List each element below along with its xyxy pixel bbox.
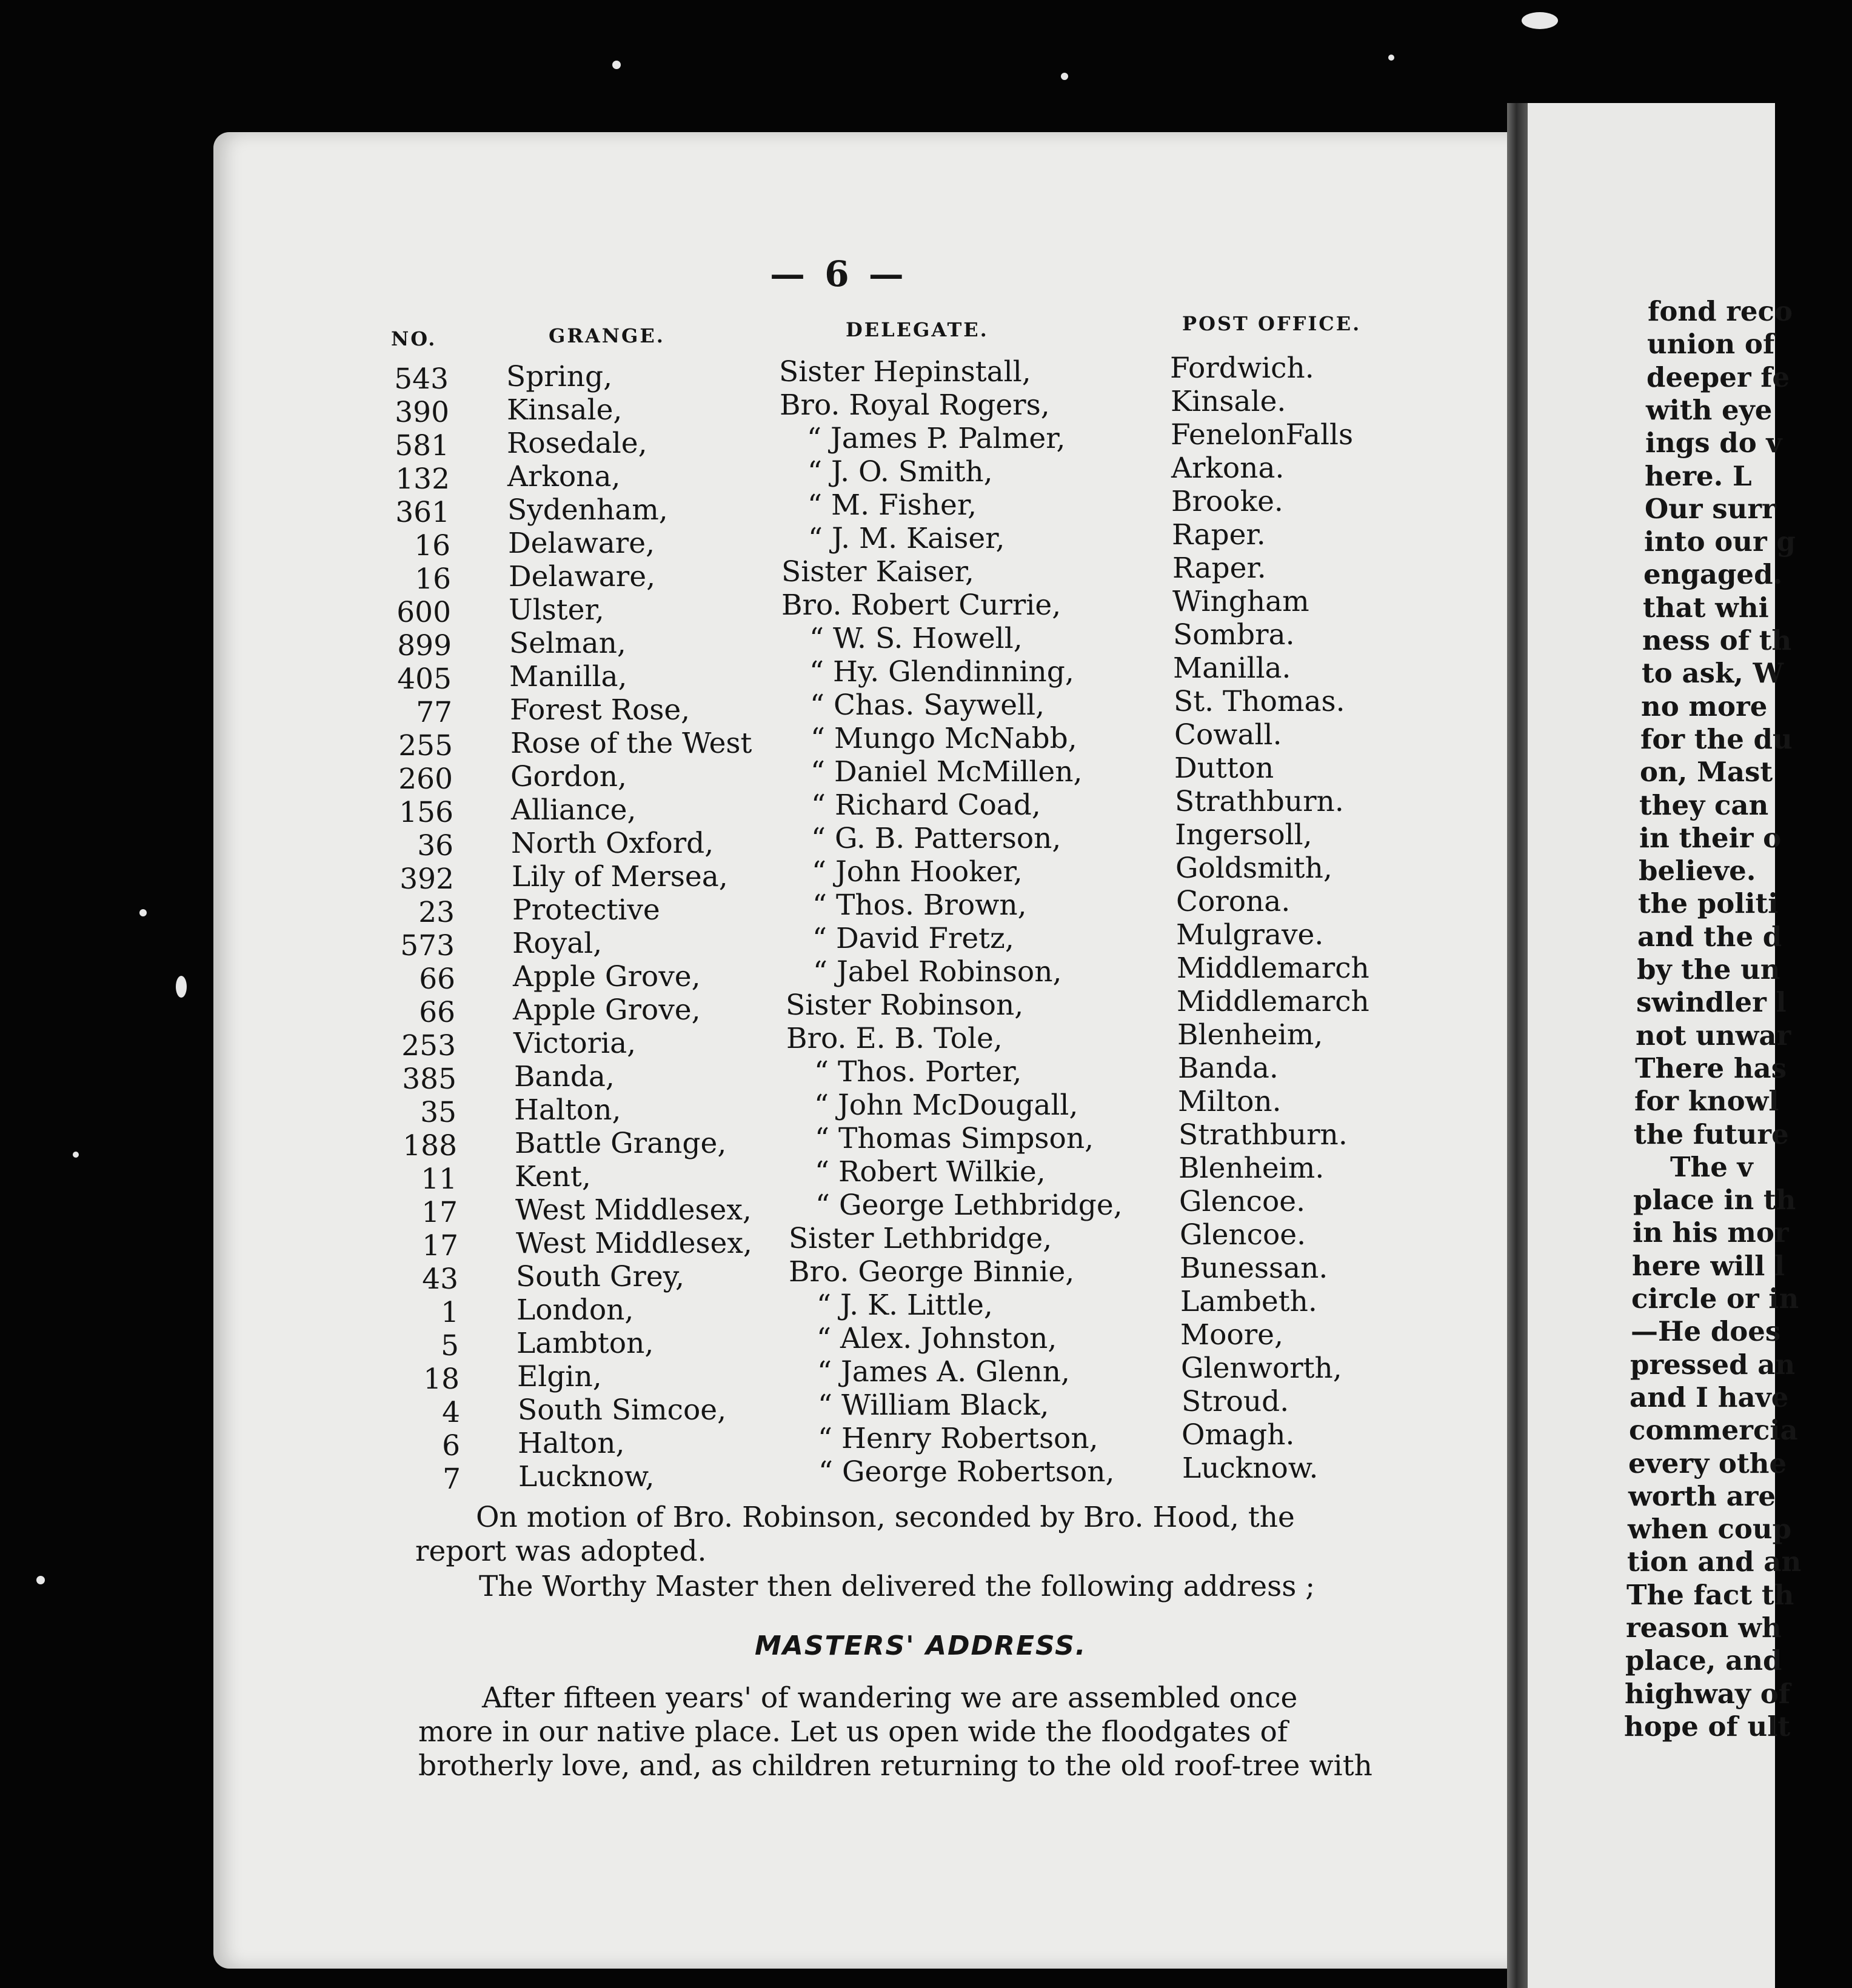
cell-no: 11	[421, 1162, 457, 1196]
right-page-line: worth are	[1628, 1479, 1776, 1512]
right-page-line: engaged.	[1643, 558, 1783, 591]
cell-no: 405	[397, 662, 452, 696]
cell-no: 4	[442, 1396, 460, 1429]
right-page-line: for the du	[1640, 722, 1793, 755]
right-page-line: with eye	[1646, 393, 1773, 426]
cell-grange: Victoria,	[513, 1027, 637, 1060]
dust-speck	[1061, 73, 1068, 80]
right-page-line: reason wh	[1626, 1612, 1782, 1644]
right-page-line: the future	[1634, 1118, 1789, 1150]
cell-no: 77	[416, 696, 452, 729]
right-page-line: The fact th	[1626, 1578, 1794, 1611]
cell-post-office: Strathburn.	[1175, 785, 1344, 818]
cell-no: 132	[395, 462, 450, 496]
right-page-line: they can	[1639, 789, 1769, 821]
cell-post-office: Kinsale.	[1171, 385, 1286, 418]
right-page-line: place, and	[1625, 1644, 1782, 1677]
cell-delegate: “ James A. Glenn,	[817, 1355, 1070, 1389]
cell-post-office: FenelonFalls	[1171, 418, 1354, 452]
cell-grange: Arkona,	[507, 460, 621, 493]
table-row	[0, 1385, 1775, 1429]
cell-post-office: Milton.	[1178, 1085, 1282, 1118]
cell-no: 188	[403, 1129, 457, 1162]
right-page-line: highway of	[1625, 1677, 1791, 1710]
cell-delegate: “ John McDougall,	[814, 1089, 1078, 1122]
table-row	[0, 1218, 1775, 1263]
table-row	[0, 785, 1775, 829]
right-page-line: when coup	[1628, 1513, 1792, 1546]
right-page-line: for knowl	[1634, 1085, 1779, 1118]
table-row	[0, 1318, 1775, 1363]
cell-post-office: Omagh.	[1182, 1418, 1295, 1452]
cell-delegate: Bro. Robert Currie,	[781, 589, 1061, 622]
table-row	[0, 385, 1775, 429]
right-page-line: circle or in	[1631, 1283, 1799, 1315]
cell-grange: Alliance,	[511, 793, 637, 827]
cell-grange: Kent,	[515, 1160, 591, 1193]
table-row	[0, 718, 1775, 762]
cell-delegate: “ Robert Wilkie,	[815, 1155, 1046, 1189]
cell-no: 361	[395, 496, 450, 529]
right-page-line: hope of ult	[1624, 1710, 1791, 1743]
cell-post-office: Raper.	[1172, 518, 1266, 552]
right-page-line: every othe	[1628, 1447, 1787, 1479]
cell-delegate: “ Alex. Johnston,	[817, 1322, 1057, 1355]
cell-no: 390	[395, 396, 449, 429]
cell-post-office: Glencoe.	[1180, 1218, 1306, 1252]
cell-no: 66	[419, 996, 455, 1029]
cell-delegate: “ Richard Coad,	[811, 789, 1041, 822]
cell-delegate: Sister Hepinstall,	[779, 355, 1031, 389]
right-page-line: in their o	[1639, 821, 1782, 854]
masters-address-heading: MASTERS' ADDRESS.	[755, 1630, 1087, 1661]
right-page-line: commercia	[1629, 1414, 1798, 1447]
table-row	[0, 652, 1775, 696]
right-page-line: into our g	[1644, 525, 1796, 558]
right-page-line: no more	[1641, 690, 1768, 722]
cell-delegate: “ David Fretz,	[812, 922, 1014, 955]
cell-grange: Apple Grove,	[513, 993, 701, 1027]
cell-post-office: Middlemarch	[1177, 952, 1369, 985]
cell-delegate: “ James P. Palmer,	[807, 422, 1066, 455]
table-row	[0, 1418, 1775, 1463]
cell-delegate: “ Hy. Glendinning,	[809, 655, 1074, 689]
cell-no: 1	[441, 1296, 459, 1329]
cell-post-office: Moore,	[1180, 1318, 1283, 1352]
right-page-line: that whi	[1643, 591, 1769, 624]
table-row	[0, 585, 1775, 629]
cell-post-office: Sombra.	[1173, 618, 1295, 652]
cell-post-office: Banda.	[1178, 1052, 1279, 1085]
motion-paragraph: On motion of Bro. Robinson, seconded by Bro. Hood, the	[476, 1501, 1295, 1534]
cell-delegate: “ George Robertson,	[818, 1455, 1115, 1489]
cell-grange: Selman,	[509, 627, 626, 660]
cell-post-office: Cowall.	[1174, 718, 1282, 752]
cell-delegate: Bro. George Binnie,	[789, 1255, 1075, 1289]
cell-no: 899	[397, 629, 452, 662]
cell-post-office: Fordwich.	[1170, 352, 1314, 385]
table-row	[0, 1085, 1775, 1129]
cell-delegate: “ J. O. Smith,	[807, 455, 993, 489]
cell-grange: Rose of the West	[510, 727, 752, 760]
cell-delegate: “ M. Fisher,	[807, 489, 977, 522]
header-post-office: POST OFFICE.	[1182, 312, 1362, 335]
right-page-line: and the d	[1637, 920, 1782, 953]
table-row	[0, 518, 1775, 562]
table-row	[0, 352, 1775, 396]
cell-no: 17	[422, 1229, 458, 1263]
cell-no: 43	[422, 1263, 458, 1296]
cell-grange: Kinsale,	[507, 393, 623, 427]
cell-delegate: “ W. S. Howell,	[809, 622, 1023, 655]
right-page-line: by the un	[1637, 953, 1780, 986]
cell-delegate: “ Henry Robertson,	[818, 1422, 1098, 1455]
right-page-line: tion and an	[1627, 1546, 1802, 1578]
cell-delegate: “ Jabel Robinson,	[813, 955, 1062, 989]
cell-grange: North Oxford,	[511, 827, 714, 860]
table-row	[0, 1352, 1775, 1396]
cell-post-office: Middlemarch	[1177, 985, 1369, 1018]
right-page-line: ings do v	[1645, 427, 1782, 459]
cell-no: 543	[394, 362, 449, 396]
cell-delegate: “ William Black,	[818, 1389, 1049, 1422]
cell-post-office: Corona.	[1176, 885, 1291, 918]
cell-grange: Apple Grove,	[513, 960, 701, 993]
cell-no: 392	[399, 862, 454, 896]
table-row	[0, 1018, 1775, 1062]
right-page-line: on, Mast	[1640, 756, 1773, 789]
cell-no: 35	[420, 1096, 456, 1129]
address-line: more in our native place. Let us open wide the floodgates of	[418, 1715, 1288, 1749]
cell-grange: Forest Rose,	[510, 693, 690, 727]
cell-post-office: Goldsmith,	[1175, 852, 1332, 885]
cell-grange: Royal,	[512, 927, 603, 960]
cell-no: 255	[398, 729, 453, 762]
dust-speck	[612, 61, 621, 69]
cell-delegate: “ Thos. Brown,	[812, 889, 1027, 922]
cell-grange: Lucknow,	[518, 1460, 655, 1493]
address-line: After fifteen years' of wandering we are assembled once	[482, 1681, 1298, 1715]
table-row	[0, 552, 1775, 596]
table-row	[0, 818, 1775, 862]
cell-delegate: “ J. K. Little,	[817, 1289, 993, 1322]
right-page-line: place in th	[1633, 1184, 1796, 1216]
header-grange: GRANGE.	[549, 324, 665, 347]
table-row	[0, 1152, 1775, 1196]
cell-grange: Lambton,	[516, 1327, 654, 1360]
cell-delegate: Sister Lethbridge,	[789, 1222, 1052, 1255]
cell-grange: Lily of Mersea,	[512, 860, 728, 893]
address-line: brotherly love, and, as children returning to the old roof-tree with	[418, 1749, 1372, 1783]
header-no: NO.	[391, 327, 437, 350]
cell-no: 23	[418, 896, 455, 929]
cell-post-office: Mulgrave.	[1176, 918, 1324, 952]
right-page-line: —He does	[1631, 1315, 1781, 1348]
cell-delegate: “ Thos. Porter,	[814, 1055, 1022, 1089]
table-row	[0, 1252, 1775, 1296]
cell-post-office: Lucknow.	[1182, 1452, 1319, 1485]
cell-no: 156	[399, 796, 453, 829]
table-row	[0, 452, 1775, 496]
cell-post-office: Manilla.	[1173, 652, 1291, 685]
dust-speck	[1388, 55, 1394, 61]
cell-post-office: Brooke.	[1171, 485, 1283, 518]
cell-delegate: Bro. E. B. Tole,	[786, 1022, 1003, 1055]
table-row	[0, 685, 1775, 729]
table-row	[0, 885, 1775, 929]
table-row	[0, 752, 1775, 796]
table-row	[0, 485, 1775, 529]
cell-delegate: “ John Hooker,	[812, 855, 1023, 889]
right-page-line: here will l	[1632, 1249, 1785, 1282]
dust-speck	[1522, 12, 1558, 29]
cell-delegate: Sister Robinson,	[786, 989, 1024, 1022]
right-page-line: to ask, W	[1642, 657, 1784, 690]
worthy-master-paragraph: The Worthy Master then delivered the following address ;	[479, 1570, 1315, 1603]
cell-grange: Halton,	[518, 1427, 625, 1460]
cell-post-office: Dutton	[1174, 752, 1274, 785]
cell-grange: South Grey,	[516, 1260, 684, 1293]
cell-no: 260	[398, 762, 453, 796]
cell-post-office: Blenheim,	[1177, 1018, 1323, 1052]
right-page-line: union of	[1647, 328, 1775, 361]
cell-grange: Rosedale,	[507, 427, 647, 460]
cell-no: 66	[419, 962, 455, 996]
cell-no: 6	[442, 1429, 460, 1463]
right-page-line: and I have	[1630, 1381, 1789, 1413]
right-page-line: deeper fe	[1646, 361, 1790, 393]
right-page-line: fond reco	[1648, 295, 1793, 327]
cell-no: 581	[395, 429, 449, 462]
cell-no: 253	[401, 1029, 456, 1062]
cell-delegate: “ Mungo McNabb,	[811, 722, 1077, 755]
cell-delegate: “ J. M. Kaiser,	[808, 522, 1005, 555]
cell-post-office: Stroud.	[1182, 1385, 1289, 1418]
cell-delegate: “ Thomas Simpson,	[815, 1122, 1094, 1155]
cell-no: 17	[421, 1196, 458, 1229]
cell-post-office: Arkona.	[1171, 452, 1285, 485]
table-row	[0, 952, 1775, 996]
cell-post-office: Glenworth,	[1181, 1352, 1342, 1385]
table-row	[0, 418, 1775, 462]
cell-no: 7	[443, 1463, 461, 1496]
cell-no: 573	[400, 929, 455, 962]
table-row	[0, 852, 1775, 896]
cell-grange: Gordon,	[510, 760, 627, 793]
right-page-line: the politi	[1638, 887, 1779, 920]
header-delegate: DELEGATE.	[846, 318, 989, 341]
cell-post-office: Strathburn.	[1178, 1118, 1348, 1152]
cell-post-office: Blenheim.	[1178, 1152, 1325, 1185]
cell-delegate: “ George Lethbridge,	[815, 1189, 1123, 1222]
cell-post-office: Bunessan.	[1180, 1252, 1328, 1285]
cell-grange: Battle Grange,	[515, 1127, 727, 1160]
cell-post-office: Ingersoll,	[1175, 818, 1312, 852]
cell-delegate: Sister Kaiser,	[781, 555, 974, 589]
cell-post-office: Raper.	[1172, 552, 1266, 585]
cell-post-office: Wingham	[1172, 585, 1309, 618]
cell-no: 385	[402, 1062, 456, 1096]
right-page-line: believe.	[1639, 855, 1756, 887]
cell-delegate: “ Daniel McMillen,	[811, 755, 1083, 789]
right-page-line: pressed an	[1630, 1348, 1796, 1381]
cell-no: 36	[417, 829, 453, 862]
right-page-line: ness of th	[1642, 624, 1792, 656]
cell-grange: Elgin,	[517, 1360, 602, 1393]
cell-grange: Manilla,	[509, 660, 627, 693]
cell-no: 16	[415, 562, 451, 596]
right-page-line: There has	[1635, 1052, 1787, 1084]
cell-grange: Protective	[512, 893, 660, 927]
right-page-line: Our surr	[1645, 492, 1776, 525]
page-number: — 6 —	[770, 253, 908, 295]
cell-no: 5	[441, 1329, 459, 1363]
right-page-line: The v	[1670, 1150, 1753, 1183]
cell-grange: London,	[516, 1293, 634, 1327]
cell-post-office: Glencoe.	[1179, 1185, 1306, 1218]
cell-no: 600	[396, 596, 451, 629]
cell-post-office: St. Thomas.	[1174, 685, 1345, 718]
right-page-line: not unwar	[1636, 1019, 1791, 1052]
cell-no: 16	[414, 529, 450, 562]
cell-grange: Spring,	[506, 360, 613, 393]
cell-grange: West Middlesex,	[515, 1193, 752, 1227]
table-row	[0, 1118, 1775, 1162]
cell-grange: West Middlesex,	[516, 1227, 752, 1260]
cell-grange: Banda,	[514, 1060, 615, 1093]
table-row	[0, 918, 1775, 962]
table-row	[0, 985, 1775, 1029]
cell-grange: South Simcoe,	[518, 1393, 727, 1427]
cell-delegate: “ Chas. Saywell,	[810, 689, 1045, 722]
cell-no: 18	[423, 1363, 460, 1396]
table-row	[0, 618, 1775, 662]
right-page-line: swindler l	[1636, 986, 1787, 1019]
table-row	[0, 1185, 1775, 1229]
cell-grange: Sydenham,	[507, 493, 668, 527]
dust-speck	[36, 1576, 45, 1584]
right-page-line: in his mor	[1633, 1216, 1789, 1249]
cell-delegate: “ G. B. Patterson,	[811, 822, 1061, 855]
cell-delegate: Bro. Royal Rogers,	[780, 389, 1050, 422]
cell-post-office: Lambeth.	[1180, 1285, 1317, 1318]
cell-grange: Delaware,	[508, 527, 655, 560]
table-row	[0, 1052, 1775, 1096]
cell-grange: Ulster,	[509, 593, 604, 627]
table-row	[0, 1285, 1775, 1329]
motion-paragraph-cont: report was adopted.	[415, 1535, 707, 1568]
cell-grange: Halton,	[514, 1093, 621, 1127]
right-page-line: here. L	[1645, 459, 1752, 492]
cell-grange: Delaware,	[509, 560, 656, 593]
